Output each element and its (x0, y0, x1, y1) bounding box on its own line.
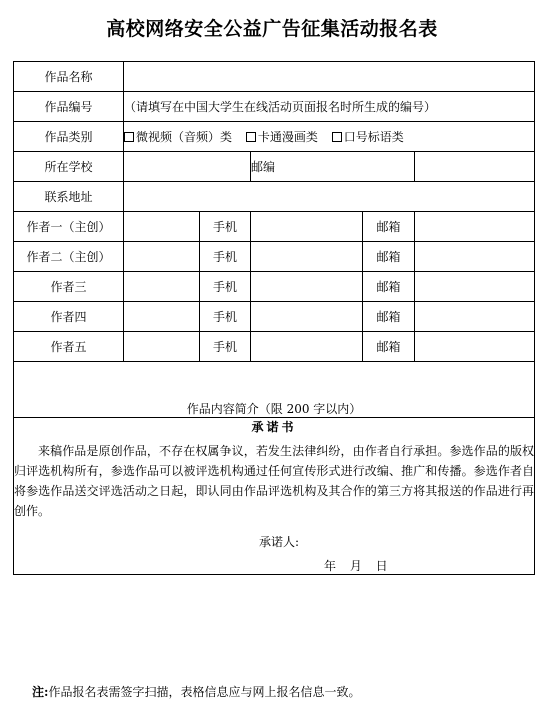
row-work-id (14, 92, 535, 122)
type-option-video-label: 微视频（音频）类 (136, 130, 233, 144)
type-option-slogan-label: 口号标语类 (343, 130, 404, 144)
email-field[interactable] (415, 332, 535, 362)
form-title: 高校网络安全公益广告征集活动报名表 (106, 18, 438, 40)
author-row (14, 332, 535, 362)
pledge-date: 年 月 日 (324, 559, 388, 573)
row-address (14, 182, 535, 212)
footnote-text: 作品报名表需签字扫描，表格信息应与网上报名信息一致。 (48, 685, 361, 699)
email-label: 邮箱 (363, 302, 415, 332)
work-type-label: 作品类别 (14, 122, 124, 152)
pledge-body: 来稿作品是原创作品，不存在权属争议，若发生法律纠纷，由作者自行承担。参选作品的版权归评选机构所有，参选作品可以被评选机构通过任何宣传形式进行改编、推广和传播。参选作者自将参选作品送交评选活动之日起，即认同由作品评选机构及其合作的第三方将其报送的作品进行再创作。 (14, 444, 535, 518)
phone-field[interactable] (251, 242, 363, 272)
phone-field[interactable] (251, 272, 363, 302)
type-option-comic-label: 卡通漫画类 (257, 130, 318, 144)
author-label: 作者二（主创） (14, 242, 124, 272)
phone-field[interactable] (251, 332, 363, 362)
author-name-field[interactable] (124, 332, 200, 362)
author-name-field[interactable] (124, 242, 200, 272)
phone-label: 手机 (200, 272, 251, 302)
row-work-name (14, 62, 535, 92)
email-field[interactable] (415, 212, 535, 242)
intro-field[interactable] (14, 362, 535, 418)
email-label: 邮箱 (363, 212, 415, 242)
row-pledge (14, 418, 535, 575)
address-field[interactable] (124, 182, 535, 212)
email-label: 邮箱 (363, 272, 415, 302)
email-label: 邮箱 (363, 242, 415, 272)
author-label: 作者四 (14, 302, 124, 332)
email-field[interactable] (415, 242, 535, 272)
row-school (14, 152, 535, 182)
phone-label: 手机 (200, 332, 251, 362)
school-field[interactable] (124, 152, 251, 182)
phone-field[interactable] (251, 212, 363, 242)
work-id-field[interactable] (124, 92, 535, 122)
phone-label: 手机 (200, 242, 251, 272)
work-name-field[interactable] (124, 62, 535, 92)
registration-form (13, 61, 535, 575)
email-field[interactable] (415, 272, 535, 302)
author-row (14, 302, 535, 332)
author-row (14, 212, 535, 242)
pledge-signer: 承诺人: (259, 535, 300, 549)
type-option-slogan[interactable] (332, 130, 404, 144)
checkbox-icon[interactable] (246, 132, 256, 142)
author-row (14, 242, 535, 272)
footnote-label: 注: (32, 685, 49, 699)
work-type-options (124, 122, 535, 152)
row-intro (14, 362, 535, 418)
author-label: 作者五 (14, 332, 124, 362)
phone-field[interactable] (251, 302, 363, 332)
pledge-box (14, 418, 535, 575)
row-work-type (14, 122, 535, 152)
author-name-field[interactable] (124, 302, 200, 332)
author-label: 作者一（主创） (14, 212, 124, 242)
type-option-comic[interactable] (246, 130, 318, 144)
author-name-field[interactable] (124, 272, 200, 302)
postcode-label: 邮编 (251, 152, 415, 182)
work-id-label: 作品编号 (14, 92, 124, 122)
email-label: 邮箱 (363, 332, 415, 362)
author-name-field[interactable] (124, 212, 200, 242)
phone-label: 手机 (200, 212, 251, 242)
pledge-title: 承诺书 (251, 420, 297, 434)
author-row (14, 272, 535, 302)
work-name-label: 作品名称 (14, 62, 124, 92)
checkbox-icon[interactable] (124, 132, 134, 142)
author-label: 作者三 (14, 272, 124, 302)
checkbox-icon[interactable] (332, 132, 342, 142)
postcode-field[interactable] (415, 152, 535, 182)
intro-label: 作品内容简介（限 200 字以内） (186, 402, 362, 416)
type-option-video[interactable] (124, 130, 232, 144)
address-label: 联系地址 (14, 182, 124, 212)
work-id-hint: （请填写在中国大学生在线活动页面报名时所生成的编号） (124, 100, 437, 114)
phone-label: 手机 (200, 302, 251, 332)
footnote (32, 683, 360, 700)
email-field[interactable] (415, 302, 535, 332)
school-label: 所在学校 (14, 152, 124, 182)
